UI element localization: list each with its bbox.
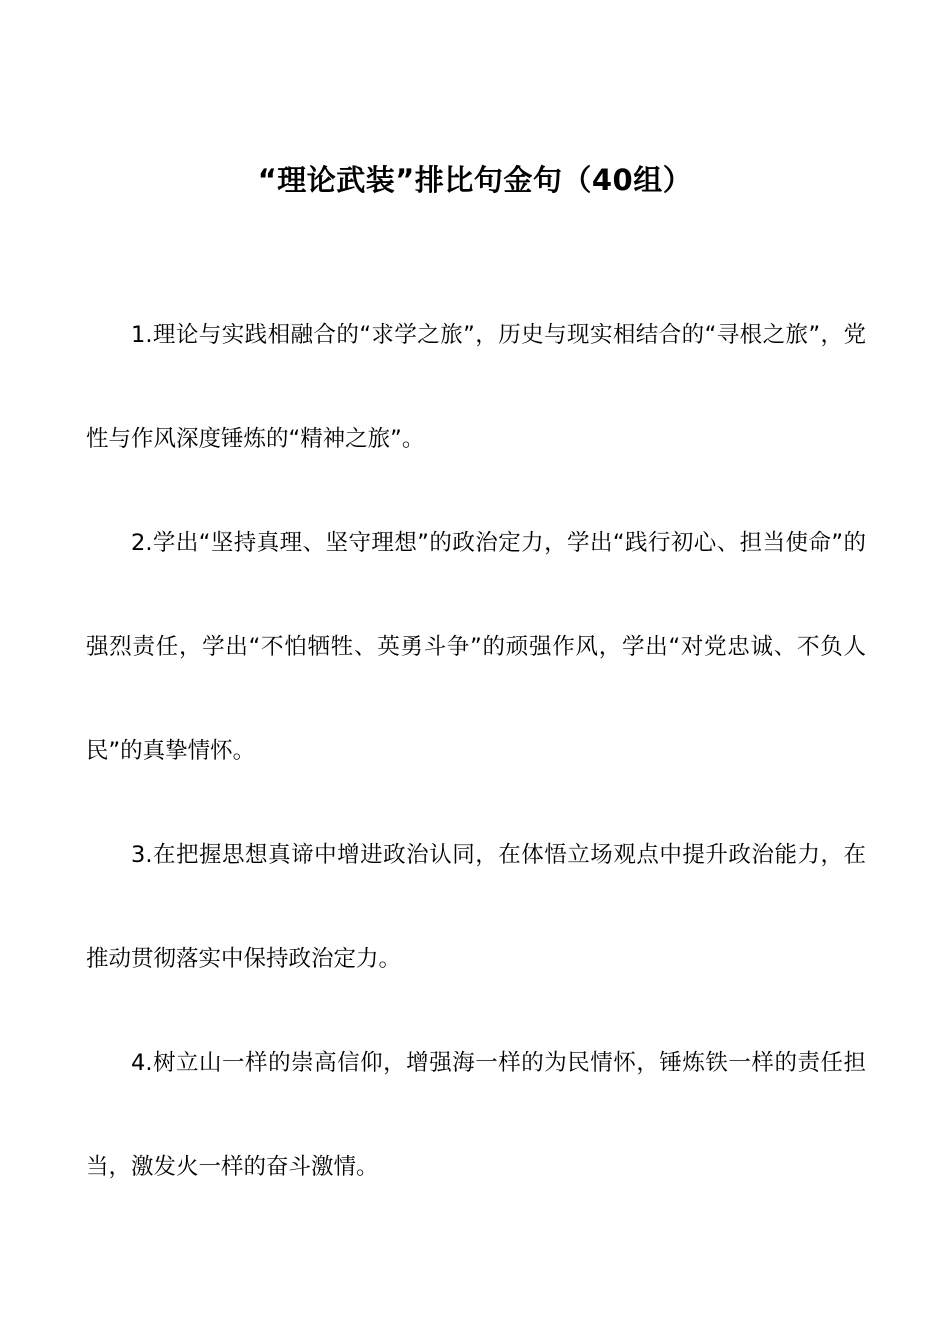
document-body xyxy=(86,283,866,1219)
paragraph-4: 4.树立山一样的崇高信仰，增强海一样的为民情怀，锤炼铁一样的责任担当，激发火一样的奋斗激情。 xyxy=(86,1050,866,1180)
paragraph-1: 1.理论与实践相融合的“求学之旅”，历史与现实相结合的“寻根之旅”，党性与作风深度锤炼的“精神之旅”。 xyxy=(86,322,866,452)
paragraph-3: 3.在把握思想真谛中增进政治认同，在体悟立场观点中提升政治能力，在推动贯彻落实中保持政治定力。 xyxy=(86,842,866,972)
paragraph-2: 2.学出“坚持真理、坚守理想”的政治定力，学出“践行初心、担当使命”的强烈责任，学出“不怕牺牲、英勇斗争”的顽强作风，学出“对党忠诚、不负人民”的真挚情怀。 xyxy=(86,530,866,764)
document-title: “理论武装”排比句金句（40组） xyxy=(257,163,693,197)
